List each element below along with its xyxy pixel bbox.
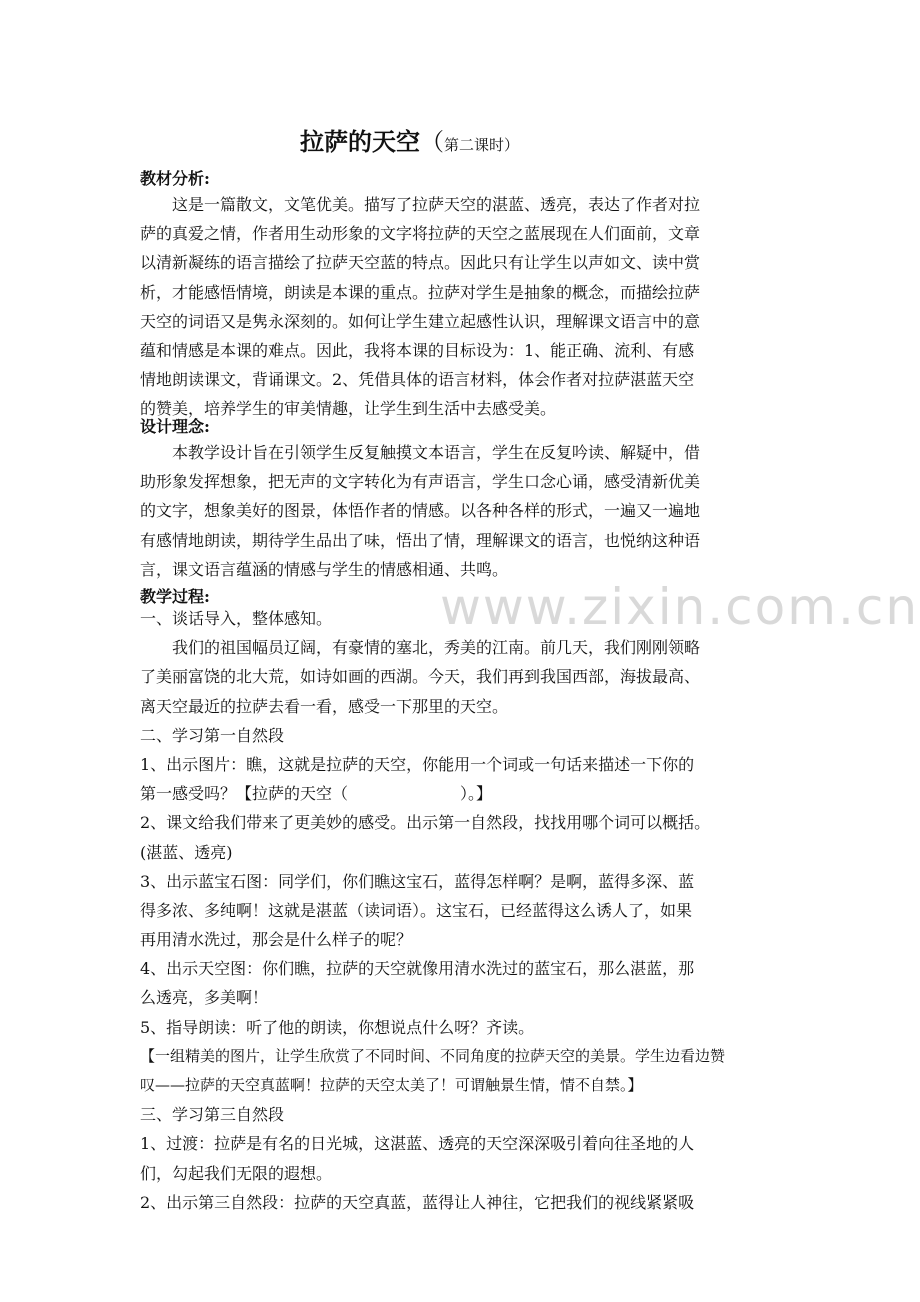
text-line: 二、学习第一自然段 (140, 725, 285, 745)
text-line: 的文字，想象美好的图景，体悟作者的情感。以各种各样的形式，一遍又一遍地 (140, 501, 701, 521)
text-line: 蕴和情感是本课的难点。因此，我将本课的目标设为：1、能正确、流利、有感 (140, 340, 695, 360)
text-line: 我们的祖国幅员辽阔，有豪情的塞北，秀美的江南。前几天，我们刚刚领略 (140, 638, 701, 658)
text-line: 三、学习第三自然段 (140, 1105, 285, 1125)
text-line: 本教学设计旨在引领学生反复触摸文本语言，学生在反复吟读、解疑中，借 (140, 443, 701, 462)
text-line-remark: 叹——拉萨的天空真蓝啊！拉萨的天空太美了！可谓触景生情，情不自禁。】 (140, 1076, 643, 1094)
text-line: 这是一篇散文，文笔优美。描写了拉萨天空的湛蓝、透亮，表达了作者对拉 (140, 195, 701, 214)
text-line: 离天空最近的拉萨去看一看，感受一下那里的天空。 (140, 696, 509, 716)
text-line: 有感情地朗读，期待学生品出了味，悟出了情，理解课文的语言，也悦纳这种语 (140, 530, 701, 550)
text-line: 言，课文语言蕴涵的情感与学生的情感相通、共鸣。 (140, 559, 509, 579)
page-title (300, 122, 519, 158)
text-line: 一、谈话导入，整体感知。 (140, 609, 333, 628)
text-line: 3、出示蓝宝石图：同学们，你们瞧这宝石，蓝得怎样啊？是啊，蓝得多深、蓝 (140, 871, 695, 891)
text-line: 1、过渡：拉萨是有名的日光城，这湛蓝、透亮的天空深深吸引着向往圣地的人 (140, 1134, 695, 1154)
text-line: 2、出示第三自然段：拉萨的天空真蓝，蓝得让人神往，它把我们的视线紧紧吸 (140, 1192, 695, 1212)
paragraph-process (140, 604, 782, 1217)
text-line: 了美丽富饶的北大荒，如诗如画的西湖。今天，我们再到我国西部，海拔最高、 (140, 667, 701, 687)
title-subtitle: 第二课时） (444, 136, 520, 154)
text-line: 析，才能感悟情境，朗读是本课的重点。拉萨对学生是抽象的概念，而描绘拉萨 (140, 282, 701, 302)
text-line: (湛蓝、透亮) (140, 842, 233, 862)
text-line: 天空的词语又是隽永深刻的。如何让学生建立起感性认识，理解课文语言中的意 (140, 311, 701, 331)
heading-process: 教学过程: (140, 587, 210, 606)
text-line: 第一感受吗？【拉萨的天空（ ）。】 (140, 784, 493, 804)
text-line: 4、出示天空图：你们瞧，拉萨的天空就像用清水洗过的蓝宝石，那么湛蓝，那 (140, 959, 695, 979)
text-line: 1、出示图片：瞧，这就是拉萨的天空，你能用一个词或一句话来描述一下你的 (140, 754, 695, 774)
text-line: 2、课文给我们带来了更美妙的感受。出示第一自然段，找找用哪个词可以概括。 (140, 813, 711, 833)
watermark: www.zixin.com.cn (440, 578, 920, 636)
text-line: 再用清水洗过，那会是什么样子的呢？ (140, 930, 413, 950)
text-line: 萨的真爱之情，作者用生动形象的文字将拉萨的天空之蓝展现在人们面前，文章 (140, 224, 701, 244)
text-line: 么透亮，多美啊！ (140, 988, 269, 1008)
text-line: 助形象发挥想象，把无声的文字转化为有声语言，学生口念心诵，感受清新优美 (140, 472, 701, 492)
paragraph-analysis (140, 190, 782, 424)
title-main: 拉萨的天空 (300, 127, 420, 156)
text-line: 情地朗读课文，背诵课文。2、凭借具体的语言材料，体会作者对拉萨湛蓝天空 (140, 370, 695, 390)
text-line: 得多浓、多纯啊！这就是湛蓝（读词语）。这宝石，已经蓝得这么诱人了，如果 (140, 900, 693, 920)
text-line: 的赞美，培养学生的审美情趣，让学生到生活中去感受美。 (140, 399, 557, 419)
heading-concept: 设计理念: (140, 417, 210, 436)
text-line-remark: 【一组精美的图片，让学生欣赏了不同时间、不同角度的拉萨天空的美景。学生边看边赞 (140, 1046, 726, 1065)
paragraph-concept (140, 438, 782, 584)
text-line: 5、指导朗读：听了他的朗读，你想说点什么呀？齐读。 (140, 1017, 535, 1037)
text-line: 们，勾起我们无限的遐想。 (140, 1163, 333, 1183)
title-open-paren: （ (420, 128, 444, 156)
heading-analysis: 教材分析: (140, 169, 210, 188)
text-line: 以清新凝练的语言描绘了拉萨天空蓝的特点。因此只有让学生以声如文、读中赏 (140, 253, 701, 273)
